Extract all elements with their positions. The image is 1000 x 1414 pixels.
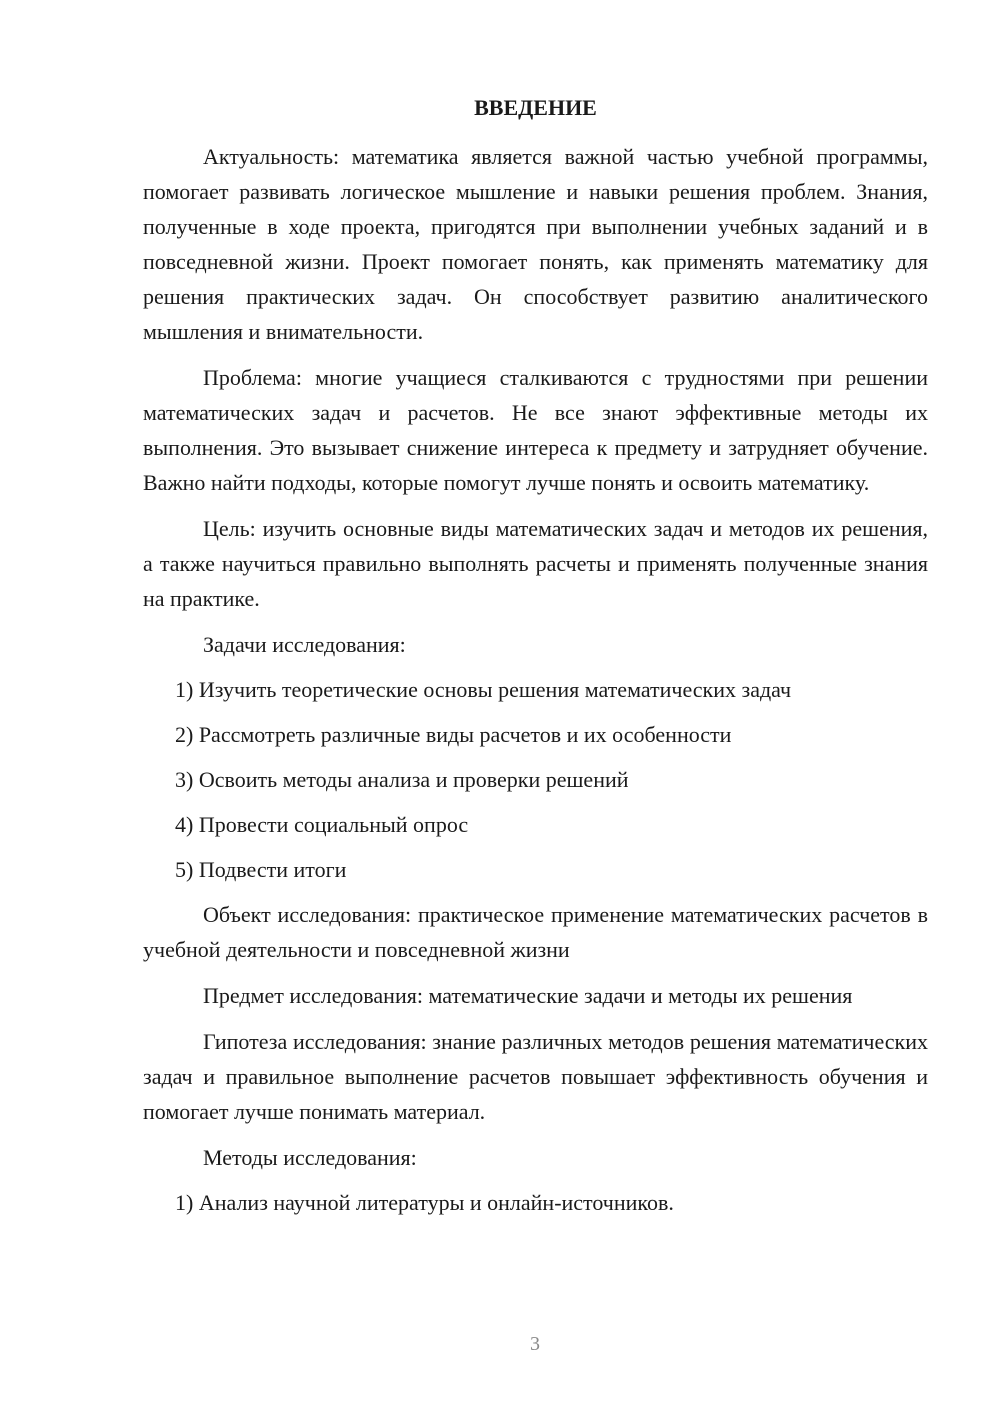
paragraph-goal: Цель: изучить основные виды математических задач и методов их решения, а также научиться правильно выполнять расчеты и применять полученные знания на практике.: [143, 516, 928, 611]
page-title: ВВЕДЕНИЕ: [474, 95, 597, 120]
methods-heading: Методы исследования:: [203, 1145, 417, 1170]
task-item: 4) Провести социальный опрос: [175, 812, 469, 837]
task-item: 5) Подвести итоги: [175, 857, 347, 882]
paragraph-object: Объект исследования: практическое применение математических расчетов в учебной деятельности и повседневной жизни: [143, 902, 928, 962]
page-number: 3: [530, 1333, 540, 1355]
paragraph-subject: Предмет исследования: математические задачи и методы их решения: [203, 983, 853, 1008]
document-page: [143, 93, 928, 1230]
paragraph-problem: Проблема: многие учащиеся сталкиваются с трудностями при решении математических задач и расчетов. Не все знают эффективные методы их выполнения. Это вызывает снижение интереса к предмету и затрудняет обучение. Важно найти подходы, которые помогут лучше понять и освоить математику.: [143, 365, 928, 495]
paragraph-hypothesis: Гипотеза исследования: знание различных методов решения математических задач и правильное выполнение расчетов повышает эффективность обучения и помогает лучше понимать материал.: [143, 1029, 928, 1124]
task-item: 2) Рассмотреть различные виды расчетов и их особенности: [175, 722, 732, 747]
task-item: 1) Изучить теоретические основы решения математических задач: [175, 677, 792, 702]
tasks-heading: Задачи исследования:: [203, 632, 406, 657]
method-item: 1) Анализ научной литературы и онлайн-источников.: [175, 1190, 674, 1215]
task-item: 3) Освоить методы анализа и проверки решений: [175, 767, 629, 792]
paragraph-relevance: Актуальность: математика является важной частью учебной программы, помогает развивать логическое мышление и навыки решения проблем. Знания, полученные в ходе проекта, пригодятся при выполнении учебных заданий и в повседневной жизни. Проект помогает понять, как применять математику для решения практических задач. Он способствует развитию аналитического мышления и внимательности.: [143, 144, 928, 344]
